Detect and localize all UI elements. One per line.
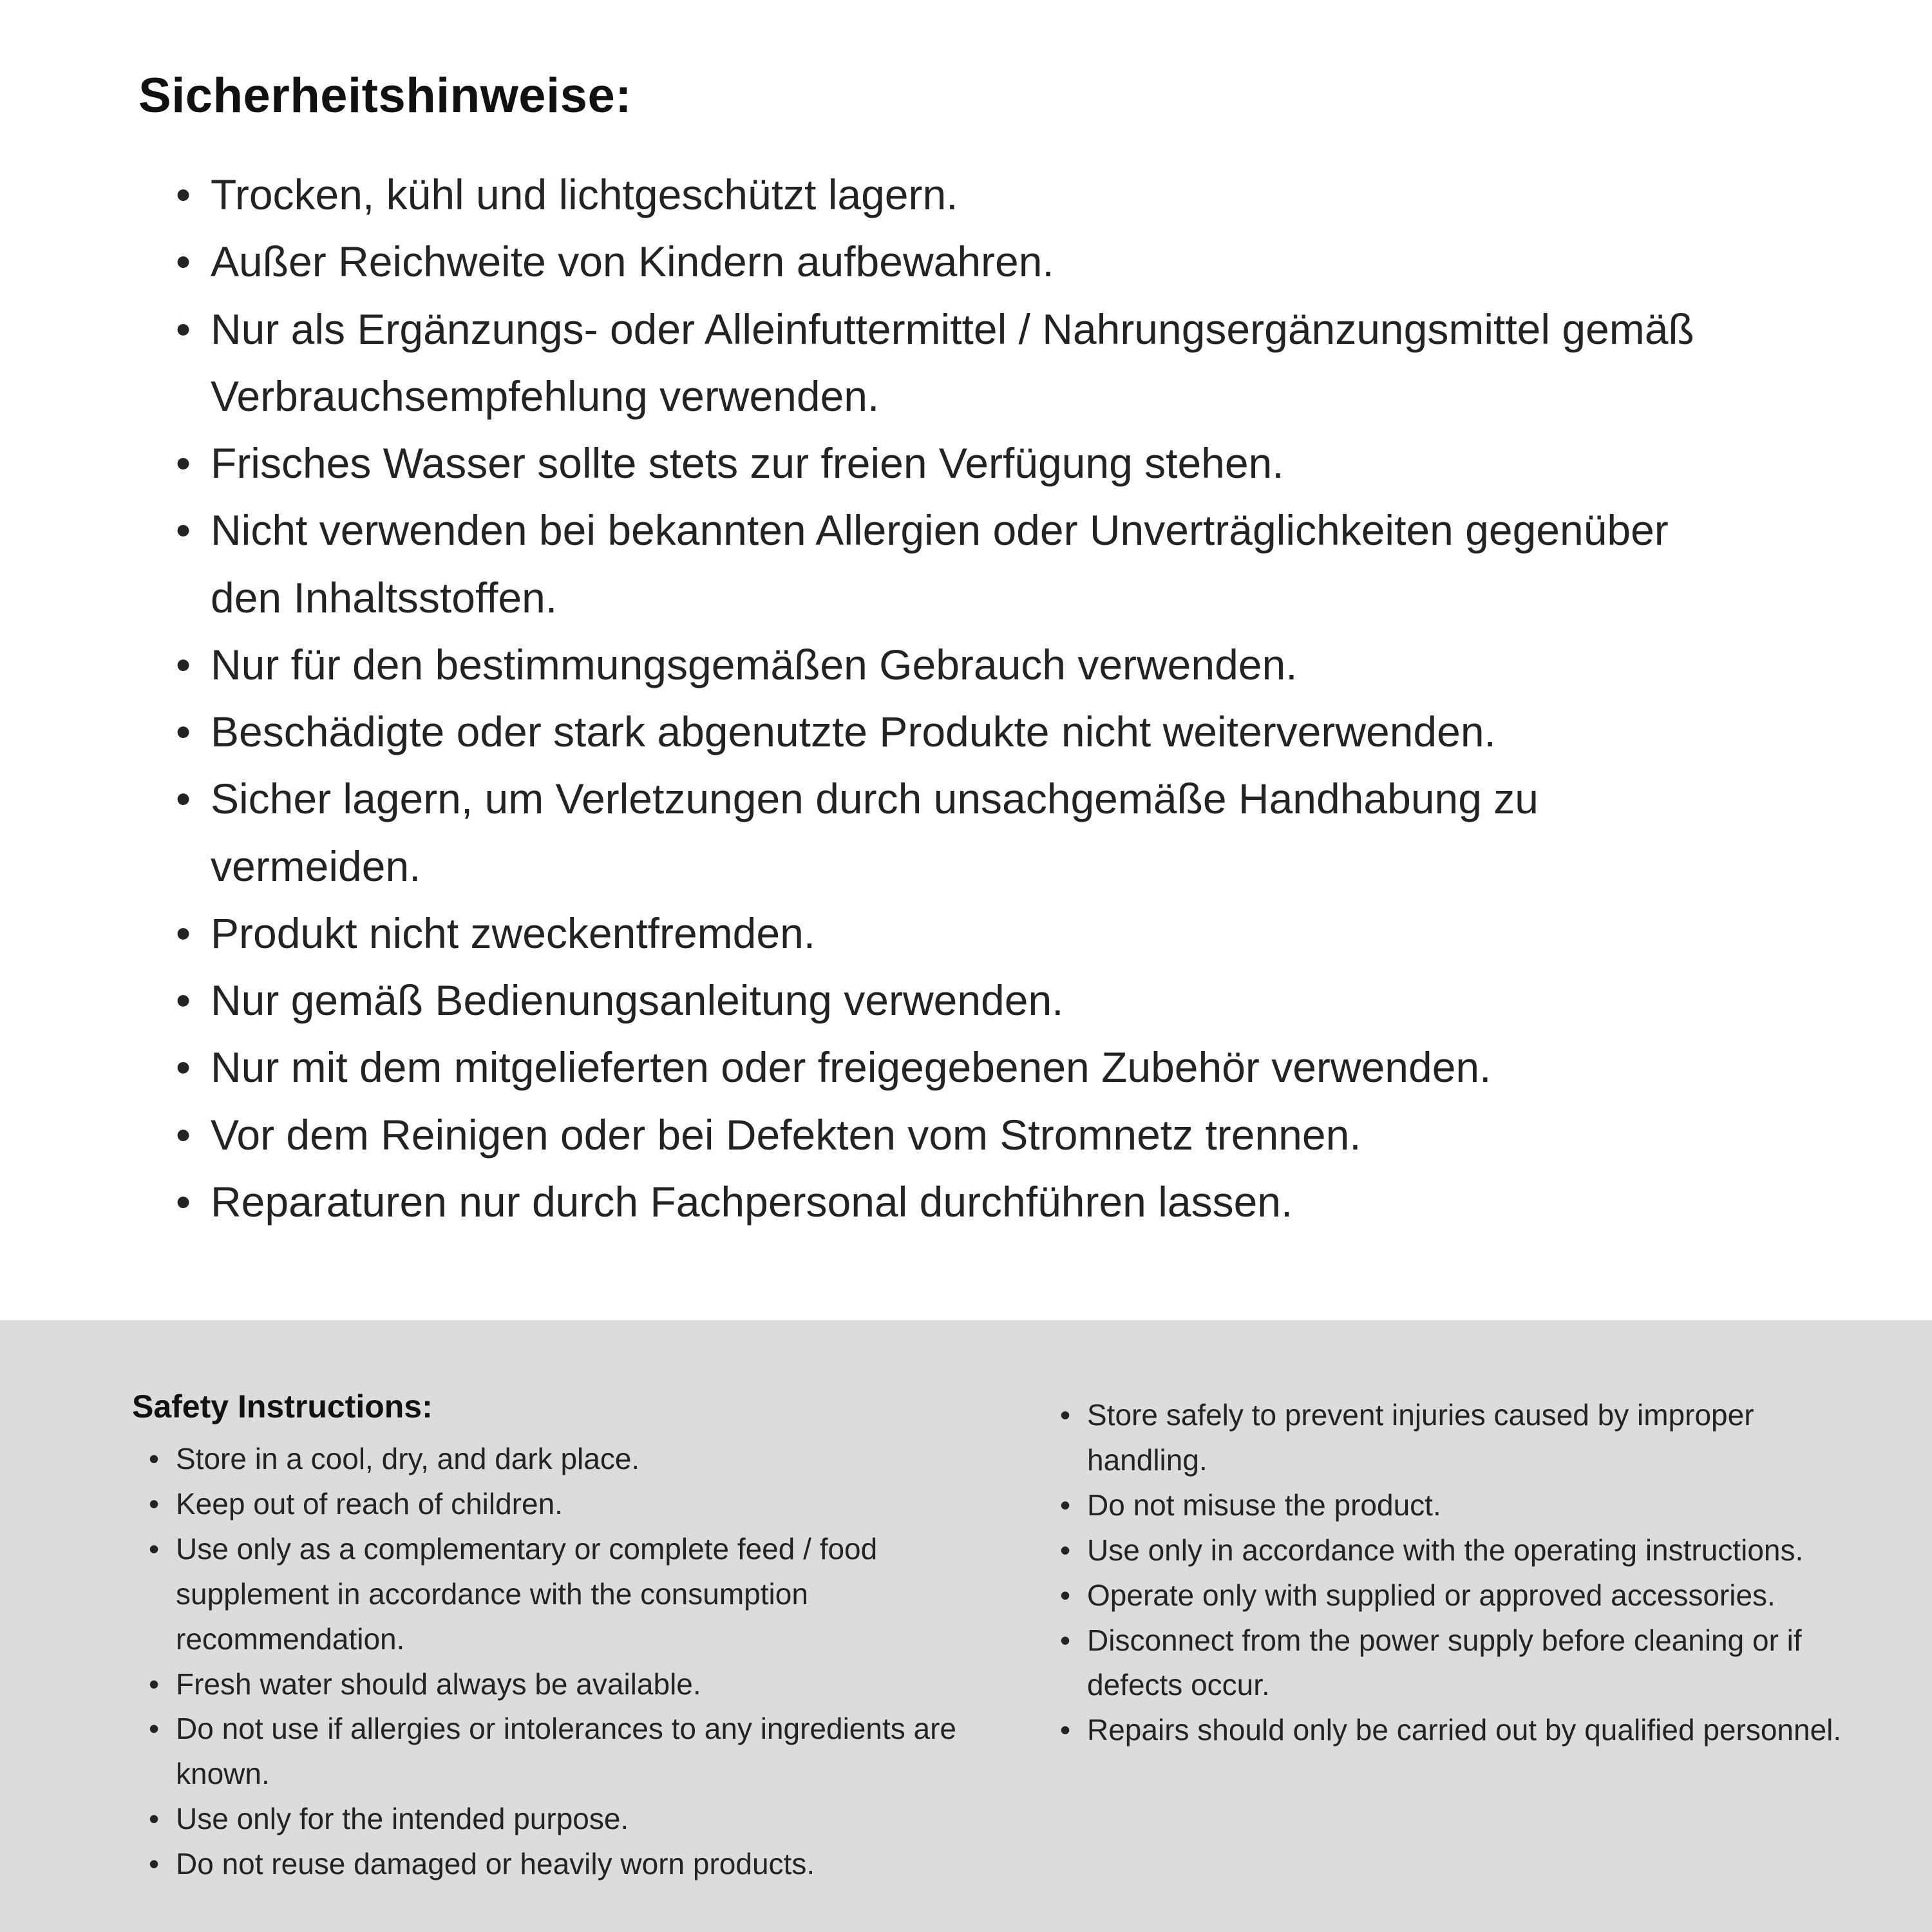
bullet-icon: •	[1060, 1488, 1071, 1522]
list-item-text: Nur für den bestimmungsgemäßen Gebrauch verwenden.	[211, 640, 1298, 688]
list-item-text: Nicht verwenden bei bekannten Allergien oder Unverträglichkeiten gegenüber den Inhaltsstoffen.	[211, 506, 1669, 621]
list-item	[149, 1437, 998, 1482]
list-item-text: Produkt nicht zweckentfremden.	[211, 909, 816, 957]
english-safety-list-right	[1043, 1393, 1842, 1753]
list-item	[176, 1034, 1741, 1101]
english-left-column	[132, 1388, 998, 1932]
list-item	[149, 1662, 998, 1707]
list-item	[1060, 1528, 1842, 1573]
list-item-text: Store in a cool, dry, and dark place.	[176, 1442, 640, 1475]
list-item	[1060, 1708, 1842, 1753]
list-item-text: Beschädigte oder stark abgenutzte Produkte nicht weiterverwenden.	[211, 708, 1496, 756]
english-section	[0, 1320, 1932, 1932]
list-item	[176, 967, 1741, 1034]
list-item-text: Do not reuse damaged or heavily worn products.	[176, 1847, 815, 1881]
list-item	[176, 631, 1741, 698]
bullet-icon: •	[149, 1802, 160, 1836]
list-item-text: Use only for the intended purpose.	[176, 1802, 629, 1836]
bullet-icon: •	[149, 1442, 160, 1475]
bullet-icon: •	[176, 1177, 191, 1226]
list-item-text: Keep out of reach of children.	[176, 1486, 563, 1520]
english-right-column	[1043, 1388, 1842, 1932]
list-item	[149, 1482, 998, 1527]
bullet-icon: •	[176, 775, 191, 823]
list-item	[1060, 1618, 1842, 1709]
english-section-title: Safety Instructions:	[132, 1388, 433, 1425]
list-item	[176, 1101, 1741, 1168]
bullet-icon: •	[176, 640, 191, 688]
bullet-icon: •	[176, 976, 191, 1025]
list-item	[176, 1168, 1741, 1235]
list-item-text: Sicher lagern, um Verletzungen durch unsachgemäße Handhabung zu vermeiden.	[211, 775, 1539, 890]
list-item	[176, 296, 1741, 430]
list-item	[149, 1527, 998, 1662]
bullet-icon: •	[176, 238, 191, 286]
list-item	[176, 698, 1741, 765]
bullet-icon: •	[176, 506, 191, 554]
list-item-text: Disconnect from the power supply before cleaning or if defects occur.	[1087, 1623, 1802, 1702]
list-item-text: Nur mit dem mitgelieferten oder freigegebenen Zubehör verwenden.	[211, 1043, 1492, 1092]
list-item-text: Reparaturen nur durch Fachpersonal durchführen lassen.	[211, 1177, 1293, 1226]
list-item-text: Frisches Wasser sollte stets zur freien Verfügung stehen.	[211, 439, 1284, 488]
english-safety-list-left	[132, 1437, 998, 1887]
bullet-icon: •	[149, 1667, 160, 1701]
list-item	[176, 765, 1741, 900]
german-section-title: Sicherheitshinweise:	[138, 68, 632, 123]
bullet-icon: •	[176, 171, 191, 218]
list-item	[149, 1707, 998, 1797]
list-item	[176, 161, 1741, 228]
list-item-text: Fresh water should always be available.	[176, 1667, 701, 1701]
list-item-text: Use only in accordance with the operating instructions.	[1087, 1533, 1804, 1567]
german-safety-list	[176, 161, 1741, 1235]
bullet-icon: •	[1060, 1533, 1071, 1567]
list-item	[1060, 1573, 1842, 1618]
list-item-text: Trocken, kühl und lichtgeschützt lagern.	[211, 171, 958, 218]
list-item	[149, 1842, 998, 1887]
list-item	[176, 900, 1741, 967]
bullet-icon: •	[1060, 1713, 1071, 1747]
list-item-text: Repairs should only be carried out by qualified personnel.	[1087, 1713, 1842, 1747]
bullet-icon: •	[1060, 1623, 1071, 1657]
list-item	[1060, 1393, 1842, 1483]
bullet-icon: •	[149, 1847, 160, 1881]
list-item-text: Nur als Ergänzungs- oder Alleinfuttermittel / Nahrungsergänzungsmittel gemäß Verbrauchsempfehlung verwenden.	[211, 305, 1694, 420]
bullet-icon: •	[149, 1486, 160, 1520]
list-item-text: Do not misuse the product.	[1087, 1488, 1441, 1522]
bullet-icon: •	[176, 909, 191, 957]
bullet-icon: •	[176, 1110, 191, 1159]
bullet-icon: •	[149, 1712, 160, 1746]
list-item-text: Use only as a complementary or complete feed / food supplement in accordance with the consumption recommendation.	[176, 1531, 878, 1656]
list-item	[176, 430, 1741, 497]
bullet-icon: •	[176, 708, 191, 756]
bullet-icon: •	[176, 305, 191, 353]
list-item	[149, 1797, 998, 1842]
bullet-icon: •	[1060, 1398, 1071, 1432]
bullet-icon: •	[176, 1043, 191, 1092]
list-item	[1060, 1483, 1842, 1528]
list-item-text: Operate only with supplied or approved accessories.	[1087, 1578, 1776, 1612]
list-item	[176, 228, 1741, 295]
list-item-text: Vor dem Reinigen oder bei Defekten vom Stromnetz trennen.	[211, 1110, 1361, 1159]
bullet-icon: •	[176, 439, 191, 488]
list-item-text: Do not use if allergies or intolerances to any ingredients are known.	[176, 1712, 957, 1791]
list-item	[176, 497, 1741, 631]
list-item-text: Store safely to prevent injuries caused by improper handling.	[1087, 1398, 1754, 1477]
bullet-icon: •	[1060, 1578, 1071, 1612]
list-item-text: Nur gemäß Bedienungsanleitung verwenden.	[211, 976, 1064, 1025]
bullet-icon: •	[149, 1531, 160, 1566]
list-item-text: Außer Reichweite von Kindern aufbewahren.	[211, 238, 1054, 286]
